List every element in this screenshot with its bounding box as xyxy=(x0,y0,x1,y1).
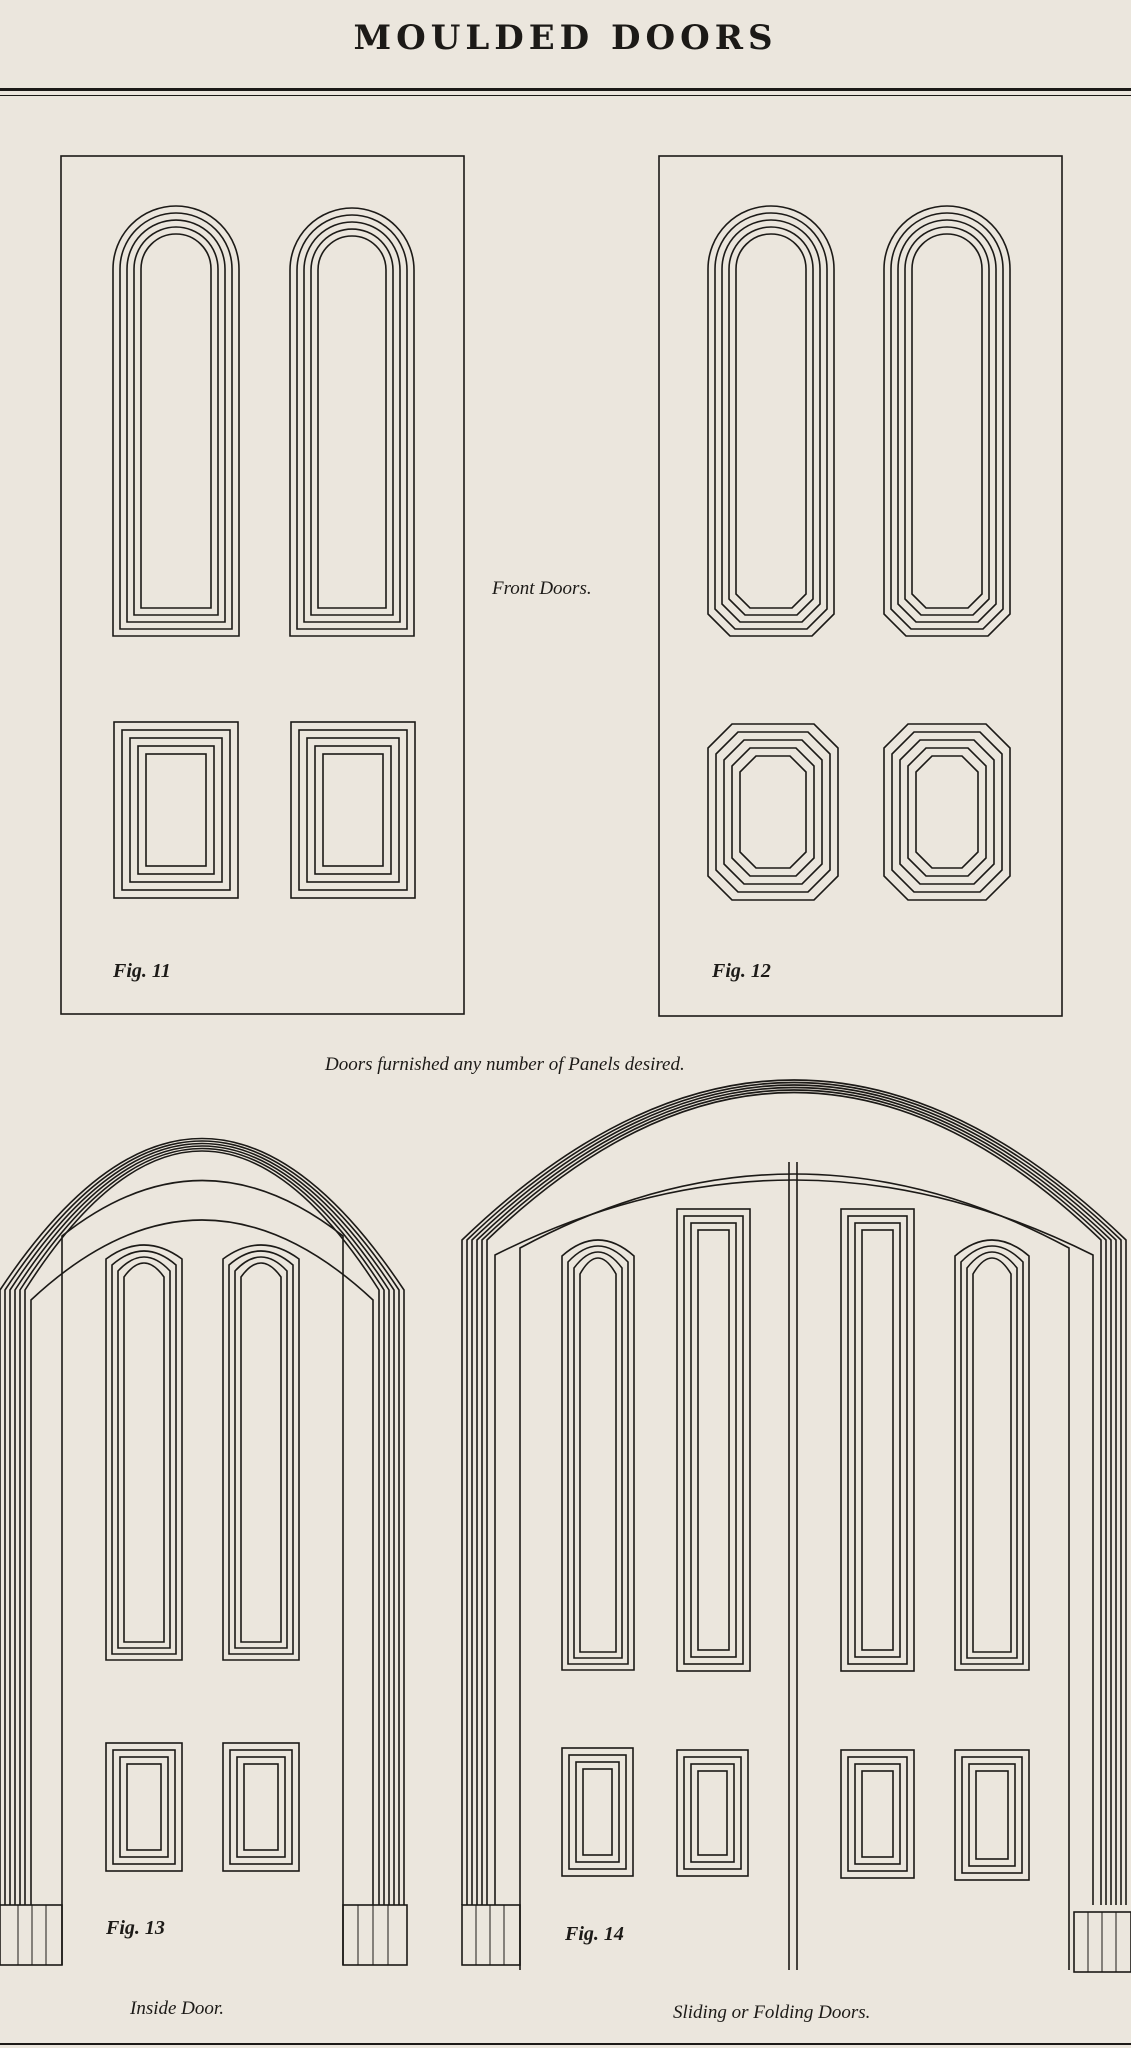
tall-bevel-panel-line xyxy=(729,227,813,615)
plinth-block xyxy=(343,1905,407,1965)
lower-panel-line xyxy=(841,1750,914,1878)
door-leaf-outline xyxy=(520,1174,1069,1970)
lower-oct-panel-line xyxy=(916,756,978,868)
tall-round-panel-line xyxy=(290,208,414,636)
door-leaf-outline xyxy=(62,1181,343,1966)
tall-panel-line xyxy=(841,1209,914,1671)
tall-bevel-panel-line xyxy=(884,206,1010,636)
fig-11-label: Fig. 11 xyxy=(113,960,171,982)
lower-panel-line xyxy=(307,738,399,882)
lower-panel-line xyxy=(130,738,222,882)
fig-12-label: Fig. 12 xyxy=(712,960,771,982)
tall-round-panel-line xyxy=(141,234,211,608)
fig-13-label: Fig. 13 xyxy=(106,1917,165,1939)
door-fig-12 xyxy=(659,156,1062,1016)
lower-panel-line xyxy=(113,1750,175,1864)
door-fig-14 xyxy=(462,1080,1131,1972)
tall-panel-line xyxy=(848,1216,907,1664)
door-fig-13 xyxy=(0,1139,407,1966)
tall-bevel-panel-line xyxy=(708,206,834,636)
tall-round-panel-line xyxy=(318,236,386,608)
plinth-block xyxy=(0,1905,62,1965)
arch-casing-inner xyxy=(31,1220,373,1905)
lower-panel-line xyxy=(127,1764,161,1850)
tall-arched-panel-line xyxy=(973,1258,1011,1652)
lower-panel-line xyxy=(138,746,214,874)
lower-panel-line xyxy=(684,1757,741,1869)
tall-round-panel-line xyxy=(297,215,407,629)
plinth-block xyxy=(462,1905,520,1965)
page-title: MOULDED DOORS xyxy=(353,18,778,58)
tall-arched-panel-line xyxy=(580,1258,616,1652)
arch-casing-line xyxy=(487,1093,1101,1906)
lower-panel-line xyxy=(698,1771,727,1855)
lower-panel-line xyxy=(230,1750,292,1864)
lower-panel-line xyxy=(106,1743,182,1871)
door-fig-11 xyxy=(61,156,464,1014)
tall-round-panel-line xyxy=(134,227,218,615)
lower-panel-line xyxy=(146,754,206,866)
lower-panel-line xyxy=(962,1757,1022,1873)
lower-panel-line xyxy=(677,1750,748,1876)
tall-arched-panel-line xyxy=(241,1263,281,1642)
lower-panel-line xyxy=(569,1755,626,1869)
tall-panel-line xyxy=(677,1209,750,1671)
lower-oct-panel-line xyxy=(708,724,838,900)
tall-panel-line xyxy=(862,1230,893,1650)
caption-sliding-doors: Sliding or Folding Doors. xyxy=(673,2002,871,2023)
lower-panel-line xyxy=(955,1750,1029,1880)
arch-casing-inner xyxy=(495,1180,1093,1905)
tall-arched-panel-line xyxy=(967,1252,1017,1658)
lower-panel-line xyxy=(323,754,383,866)
tall-bevel-panel-line xyxy=(736,234,806,608)
tall-round-panel-line xyxy=(120,213,232,629)
tall-arched-panel-line xyxy=(574,1252,622,1658)
arch-casing-line xyxy=(25,1151,379,1905)
lower-panel-line xyxy=(114,722,238,898)
lower-panel-line xyxy=(315,746,391,874)
tall-panel-line xyxy=(684,1216,743,1664)
arch-casing-line xyxy=(15,1146,389,1905)
arch-casing-line xyxy=(5,1141,399,1905)
lower-oct-panel-line xyxy=(724,740,822,884)
lower-panel-line xyxy=(223,1743,299,1871)
tall-arched-panel-line xyxy=(562,1240,634,1670)
tall-round-panel-line xyxy=(311,229,393,615)
caption-panels-note: Doors furnished any number of Panels desired. xyxy=(325,1054,685,1075)
tall-arched-panel-line xyxy=(229,1251,293,1654)
arch-casing-line xyxy=(477,1088,1111,1906)
lower-panel-line xyxy=(583,1769,612,1855)
tall-arched-panel-line xyxy=(955,1240,1029,1670)
tall-arched-panel-line xyxy=(568,1246,628,1664)
lower-panel-line xyxy=(291,722,415,898)
lower-panel-line xyxy=(862,1771,893,1857)
caption-front-doors: Front Doors. xyxy=(492,578,592,599)
lower-panel-line xyxy=(976,1771,1008,1859)
tall-arched-panel-line xyxy=(961,1246,1023,1664)
lower-oct-panel-line xyxy=(900,740,994,884)
tall-bevel-panel-line xyxy=(912,234,982,608)
lower-panel-line xyxy=(848,1757,907,1871)
tall-arched-panel-line xyxy=(124,1263,164,1642)
lower-panel-line xyxy=(562,1748,633,1876)
lower-panel-line xyxy=(244,1764,278,1850)
arch-casing-line xyxy=(20,1149,384,1906)
tall-panel-line xyxy=(698,1230,729,1650)
tall-round-panel-line xyxy=(113,206,239,636)
caption-inside-door: Inside Door. xyxy=(130,1998,224,2019)
tall-bevel-panel-line xyxy=(905,227,989,615)
tall-arched-panel-line xyxy=(118,1257,170,1648)
tall-bevel-panel-line xyxy=(891,213,1003,629)
tall-arched-panel-line xyxy=(112,1251,176,1654)
tall-bevel-panel-line xyxy=(715,213,827,629)
lower-oct-panel-line xyxy=(740,756,806,868)
tall-arched-panel-line xyxy=(235,1257,287,1648)
lower-oct-panel-line xyxy=(884,724,1010,900)
arch-casing-line xyxy=(10,1144,394,1906)
fig-14-label: Fig. 14 xyxy=(565,1923,624,1945)
footer-rule xyxy=(0,2043,1131,2045)
